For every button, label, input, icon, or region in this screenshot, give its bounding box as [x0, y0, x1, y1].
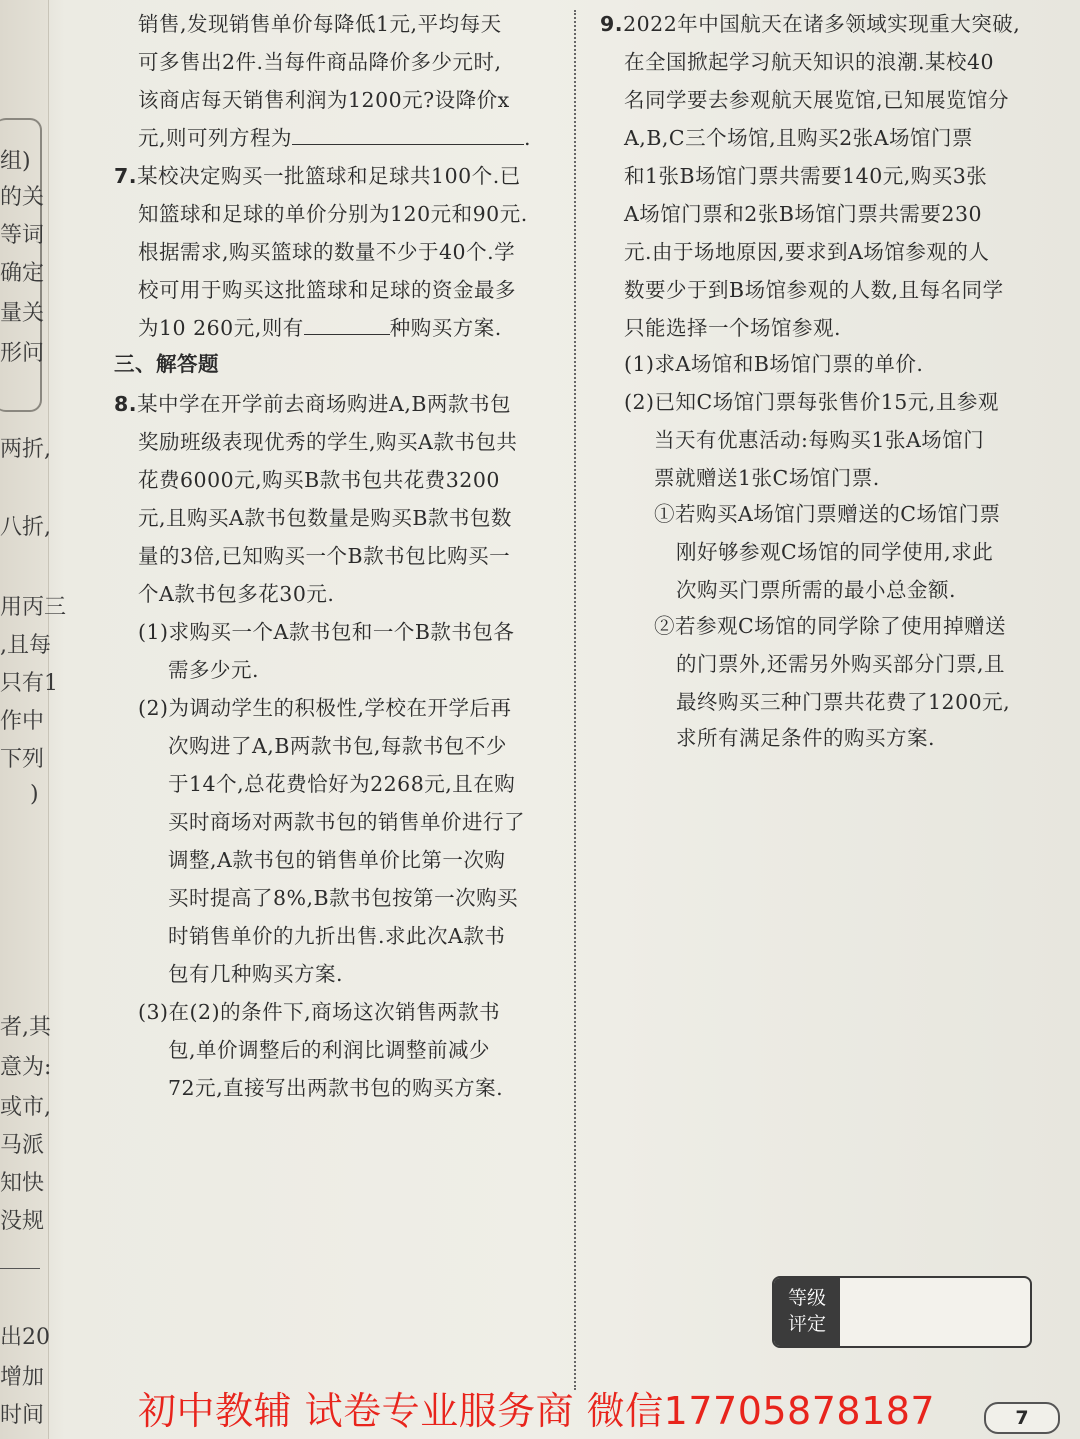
q8-part1: (1)求购买一个A款书包和一个B款书包各 — [138, 620, 515, 644]
q8-part2: 包有几种购买方案. — [168, 962, 344, 986]
section-title: 三、解答题 — [114, 352, 219, 376]
q7-line: 校可用于购买这批篮球和足球的资金最多 — [138, 278, 516, 302]
q9-sub2: ②若参观C场馆的同学除了使用掉赠送 — [654, 614, 1007, 638]
q6-text: 元,则可列方程为 — [138, 126, 293, 150]
q7-line: 根据需求,购买篮球的数量不少于40个.学 — [138, 240, 516, 264]
q8-part2: 次购进了A,B两款书包,每款书包不少 — [168, 734, 507, 758]
sliver-text: 形问 — [0, 341, 45, 366]
q6-line: 销售,发现销售单价每降低1元,平均每天 — [138, 12, 502, 36]
sliver-text: 知快 — [0, 1171, 45, 1196]
q7-line-with-blank — [138, 314, 502, 342]
sliver-text: 用丙三 — [0, 595, 67, 620]
sliver-text: 出20 — [0, 1325, 50, 1350]
sliver-text: 只有1 — [0, 671, 58, 696]
question-number: 8. — [114, 392, 138, 416]
q9-part2: (2)已知C场馆门票每张售价15元,且参观 — [624, 390, 999, 414]
sliver-text: ,且每 — [0, 633, 51, 658]
sliver-rule — [0, 1268, 40, 1269]
q8-line: 花费6000元,购买B款书包共花费3200 — [138, 468, 500, 492]
q8-line: 奖励班级表现优秀的学生,购买A款书包共 — [138, 430, 518, 454]
q6-line: 可多售出2件.当每件商品降价多少元时, — [138, 50, 502, 74]
q9-sub1: 刚好够参观C场馆的同学使用,求此 — [676, 540, 994, 564]
sliver-text: 意为: — [0, 1055, 52, 1080]
q9-line: 在全国掀起学习航天知识的浪潮.某校40 — [624, 50, 995, 74]
q8-part2: 时销售单价的九折出售.求此次A款书 — [168, 924, 506, 948]
page-number: 7 — [984, 1402, 1060, 1434]
q8-first-line — [114, 390, 511, 418]
sliver-text: 等词 — [0, 223, 45, 248]
q9-part1: (1)求A场馆和B场馆门票的单价. — [624, 352, 924, 376]
q8-part2: 调整,A款书包的销售单价比第一次购 — [168, 848, 506, 872]
q8-line: 元,且购买A款书包数量是购买B款书包数 — [138, 506, 512, 530]
q9-line: 只能选择一个场馆参观. — [624, 316, 842, 340]
q8-part2: (2)为调动学生的积极性,学校在开学后再 — [138, 696, 512, 720]
q9-line: A场馆门票和2张B场馆门票共需要230 — [624, 202, 983, 226]
grade-box — [772, 1276, 1032, 1348]
q8-part3: (3)在(2)的条件下,商场这次销售两款书 — [138, 1000, 501, 1024]
q8-part2: 买时提高了8%,B款书包按第一次购买 — [168, 886, 519, 910]
sliver-text: 者,其 — [0, 1015, 51, 1040]
q8-part2: 于14个,总花费恰好为2268元,且在购 — [168, 772, 516, 796]
sliver-text: 时间 — [0, 1403, 45, 1428]
sliver-text: 增加 — [0, 1365, 45, 1390]
q7-text: 种购买方案. — [389, 316, 502, 340]
q9-sub2: 求所有满足条件的购买方案. — [676, 726, 936, 750]
q6-line: 该商店每天销售利润为1200元?设降价x — [138, 88, 510, 112]
q9-sub1: 次购买门票所需的最小总金额. — [676, 578, 957, 602]
sliver-text: 作中 — [0, 709, 45, 734]
q9-line: 名同学要去参观航天展览馆,已知展览馆分 — [624, 88, 1010, 112]
q8-part3: 包,单价调整后的利润比调整前减少 — [168, 1038, 491, 1062]
answer-blank[interactable] — [292, 124, 524, 145]
q9-part2: 当天有优惠活动:每购买1张A场馆门 — [654, 428, 985, 452]
q8-part2: 买时商场对两款书包的销售单价进行了 — [168, 810, 525, 834]
answer-blank[interactable] — [304, 314, 390, 335]
sliver-text: 下列 — [0, 747, 45, 772]
q9-part2: 票就赠送1张C场馆门票. — [654, 466, 880, 490]
sliver-text: 的关 — [0, 185, 45, 210]
q7-text: 为10 260元,则有 — [138, 316, 304, 340]
q7-first-line — [114, 162, 521, 190]
sliver-text: 八折, — [0, 515, 51, 540]
q9-sub2: 最终购买三种门票共花费了1200元, — [676, 690, 1011, 714]
sliver-text: 没规 — [0, 1209, 45, 1234]
q8-text: 某中学在开学前去商场购进A,B两款书包 — [137, 392, 511, 416]
question-number: 7. — [114, 164, 138, 188]
column-divider — [574, 10, 576, 1390]
q9-text: 2022年中国航天在诸多领域实现重大突破, — [623, 12, 1021, 36]
q8-part3: 72元,直接写出两款书包的购买方案. — [168, 1076, 504, 1100]
q9-line: 和1张B场馆门票共需要140元,购买3张 — [624, 164, 988, 188]
q6-line-with-blank — [138, 124, 531, 152]
q9-line: 元.由于场地原因,要求到A场馆参观的人 — [624, 240, 990, 264]
q9-first-line — [600, 10, 1020, 38]
q8-line: 量的3倍,已知购买一个B款书包比购买一 — [138, 544, 511, 568]
watermark-text: 初中教辅 试卷专业服务商 微信17705878187 — [138, 1389, 936, 1433]
q9-line: A,B,C三个场馆,且购买2张A场馆门票 — [624, 126, 973, 150]
q6-period: . — [524, 126, 532, 150]
q9-sub2: 的门票外,还需另外购买部分门票,且 — [676, 652, 1006, 676]
sliver-text: 组) — [0, 149, 31, 174]
sliver-text: 两折, — [0, 437, 51, 462]
q9-sub1: ①若购买A场馆门票赠送的C场馆门票 — [654, 502, 1001, 526]
q8-line: 个A款书包多花30元. — [138, 582, 335, 606]
grade-label — [774, 1278, 840, 1346]
q7-text: 某校决定购买一批篮球和足球共100个.已 — [137, 164, 521, 188]
sliver-text: 量关 — [0, 301, 45, 326]
question-number: 9. — [600, 12, 624, 36]
sliver-text: 或市, — [0, 1095, 51, 1120]
q8-part1: 需多少元. — [168, 658, 260, 682]
facing-page-sliver — [0, 0, 67, 1439]
sliver-text: ) — [30, 782, 39, 807]
q7-line: 知篮球和足球的单价分别为120元和90元. — [138, 202, 528, 226]
q9-line: 数要少于到B场馆参观的人数,且每名同学 — [624, 278, 1004, 302]
grade-label-line: 评定 — [787, 1313, 826, 1335]
grade-label-line: 等级 — [787, 1287, 826, 1309]
sliver-text: 确定 — [0, 261, 45, 286]
sliver-text: 马派 — [0, 1133, 45, 1158]
